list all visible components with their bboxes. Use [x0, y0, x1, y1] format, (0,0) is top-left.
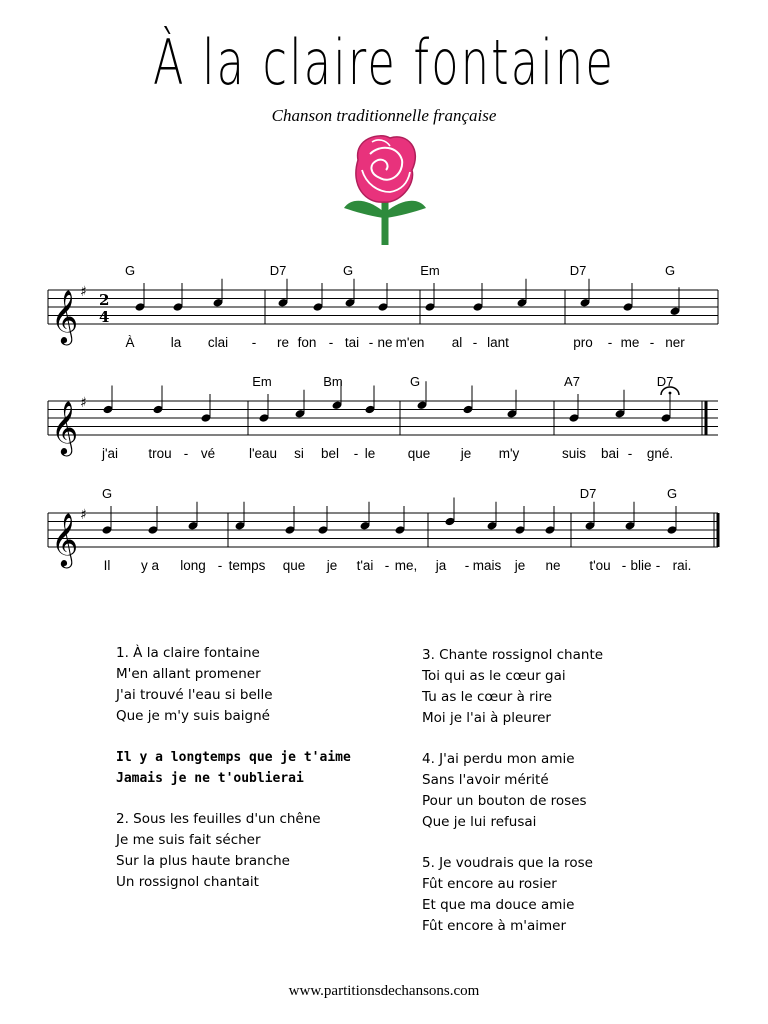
- lyric-syllable: ne: [377, 335, 393, 350]
- refrain-line: Il y a longtemps que je t'aime: [116, 750, 351, 765]
- verse-line: Fût encore à m'aimer: [422, 918, 567, 934]
- stanza-gap: [422, 833, 603, 853]
- chord-symbol: Em: [420, 263, 440, 278]
- chord-symbol: D7: [269, 263, 287, 278]
- verse-line: 2. Sous les feuilles d'un chêne: [116, 811, 321, 827]
- lyric-syllable: gné.: [646, 446, 674, 461]
- stanza-block: [422, 853, 603, 937]
- verse-line: J'ai trouvé l'eau si belle: [116, 687, 273, 703]
- lyric-syllable: la: [170, 335, 182, 350]
- verse-line: Et que ma douce amie: [422, 897, 575, 913]
- key-signature-sharp: ♯: [80, 507, 87, 523]
- verse-line: Tu as le cœur à rire: [422, 689, 553, 705]
- lyric-syllable: ja: [435, 558, 447, 573]
- lyric-syllable: bai: [600, 446, 620, 461]
- treble-clef: 𝄞: [51, 400, 79, 454]
- lyric-syllable: je: [514, 558, 526, 573]
- lyric-syllable: je: [460, 446, 472, 461]
- stanza-block: [422, 645, 603, 729]
- fermata-dot: [669, 392, 672, 395]
- stanza-block: [116, 643, 351, 727]
- lyric-syllable: -: [607, 335, 613, 350]
- verse-line: Que je m'y suis baigné: [116, 708, 270, 724]
- stanza-gap: [116, 727, 351, 747]
- lyric-syllable: Il: [103, 558, 111, 573]
- lyric-syllable: blie: [630, 558, 652, 573]
- lyric-syllable: l'eau: [248, 446, 278, 461]
- lyric-syllable: -: [183, 446, 189, 461]
- treble-clef: 𝄞: [51, 289, 79, 343]
- verse-line: Un rossignol chantait: [116, 874, 259, 890]
- verse-line: Pour un bouton de roses: [422, 793, 587, 809]
- song-subtitle: Chanson traditionnelle française: [271, 106, 497, 125]
- lyric-syllable: -: [655, 558, 661, 573]
- lyric-syllable: que: [407, 446, 431, 461]
- lyric-syllable: trou: [148, 446, 172, 461]
- lyric-syllable: long: [180, 558, 206, 573]
- chord-symbol: D7: [579, 486, 597, 501]
- lyric-syllable: -: [627, 446, 633, 461]
- lyric-syllable: -: [384, 558, 390, 573]
- lyric-syllable: je: [326, 558, 338, 573]
- lyric-syllable: t'ai: [356, 558, 374, 573]
- website-footer: www.partitionsdechansons.com: [288, 983, 480, 999]
- lyric-syllable: vé: [200, 446, 216, 461]
- lyric-syllable: mais: [472, 558, 502, 573]
- lyric-syllable: -: [621, 558, 627, 573]
- lyric-syllable: -: [464, 558, 470, 573]
- lyric-syllable: me: [620, 335, 640, 350]
- lyric-syllable: que: [282, 558, 306, 573]
- lyric-syllable: j'ai: [101, 446, 119, 461]
- verse-line: 1. À la claire fontaine: [116, 645, 260, 661]
- key-signature-sharp: ♯: [80, 284, 87, 300]
- lyric-syllable: suis: [561, 446, 587, 461]
- stanza-gap: [422, 729, 603, 749]
- verses-right-column: [422, 645, 603, 937]
- stanza-block: [116, 809, 351, 893]
- chord-symbol: D7: [569, 263, 587, 278]
- chord-symbol: G: [124, 263, 136, 278]
- verse-line: 4. J'ai perdu mon amie: [422, 751, 575, 767]
- chord-symbol: A7: [564, 374, 580, 389]
- lyric-syllable: lant: [487, 335, 509, 350]
- refrain-block: [116, 747, 351, 789]
- stanza-block: [422, 749, 603, 833]
- lyric-syllable: rai.: [672, 558, 692, 573]
- chord-symbol: G: [664, 263, 676, 278]
- verse-line: Je me suis fait sécher: [116, 832, 261, 848]
- stanza-gap: [116, 789, 351, 809]
- lyric-syllable: y a: [140, 558, 160, 573]
- chord-symbol: G: [342, 263, 354, 278]
- lyric-syllable: bel: [320, 446, 340, 461]
- verse-line: Sans l'avoir mérité: [422, 772, 549, 788]
- verse-line: Toi qui as le cœur gai: [422, 668, 566, 684]
- lyric-syllable: al: [451, 335, 463, 350]
- chord-symbol: G: [666, 486, 678, 501]
- lyric-syllable: t'ou: [589, 558, 611, 573]
- lyric-syllable: -: [251, 335, 257, 350]
- treble-clef: 𝄞: [51, 512, 79, 566]
- lyric-syllable: -: [328, 335, 334, 350]
- refrain-line: Jamais je ne t'oublierai: [116, 771, 304, 786]
- lyric-syllable: me,: [394, 558, 418, 573]
- verse-line: 3. Chante rossignol chante: [422, 647, 604, 663]
- time-signature-lower: 4: [99, 308, 110, 326]
- chord-symbol: Em: [252, 374, 272, 389]
- lyric-syllable: temps: [228, 558, 266, 573]
- lyric-syllable: m'y: [498, 446, 520, 461]
- key-signature-sharp: ♯: [80, 395, 87, 411]
- verse-line: Fût encore au rosier: [422, 876, 557, 892]
- verse-line: Sur la plus haute branche: [116, 853, 290, 869]
- verse-line: 5. Je voudrais que la rose: [422, 855, 593, 871]
- verses-left-column: [116, 643, 351, 893]
- lyric-syllable: -: [353, 446, 359, 461]
- lyric-syllable: -: [368, 335, 374, 350]
- lyric-syllable: re: [276, 335, 290, 350]
- lyric-syllable: ne: [545, 558, 561, 573]
- lyric-syllable: fon: [297, 335, 317, 350]
- lyric-syllable: clai: [207, 335, 229, 350]
- time-signature-upper: 2: [99, 291, 110, 309]
- lyric-syllable: -: [649, 335, 655, 350]
- chord-symbol: D7: [656, 374, 674, 389]
- lyric-syllable: tai: [344, 335, 360, 350]
- chord-symbol: G: [101, 486, 113, 501]
- lyric-syllable: -: [472, 335, 478, 350]
- song-title: À la claire fontaine: [153, 26, 615, 99]
- lyric-syllable: si: [294, 446, 304, 461]
- lyric-syllable: ner: [665, 335, 685, 350]
- verse-line: Que je lui refusai: [422, 814, 537, 830]
- lyric-syllable: m'en: [395, 335, 425, 350]
- chord-symbol: Bm: [323, 374, 343, 389]
- verse-line: M'en allant promener: [116, 666, 261, 682]
- lyric-syllable: -: [217, 558, 223, 573]
- chord-symbol: G: [409, 374, 421, 389]
- verse-line: Moi je l'ai à pleurer: [422, 710, 551, 726]
- lyric-syllable: le: [364, 446, 376, 461]
- lyric-syllable: pro: [573, 335, 593, 350]
- lyric-syllable: À: [125, 335, 135, 350]
